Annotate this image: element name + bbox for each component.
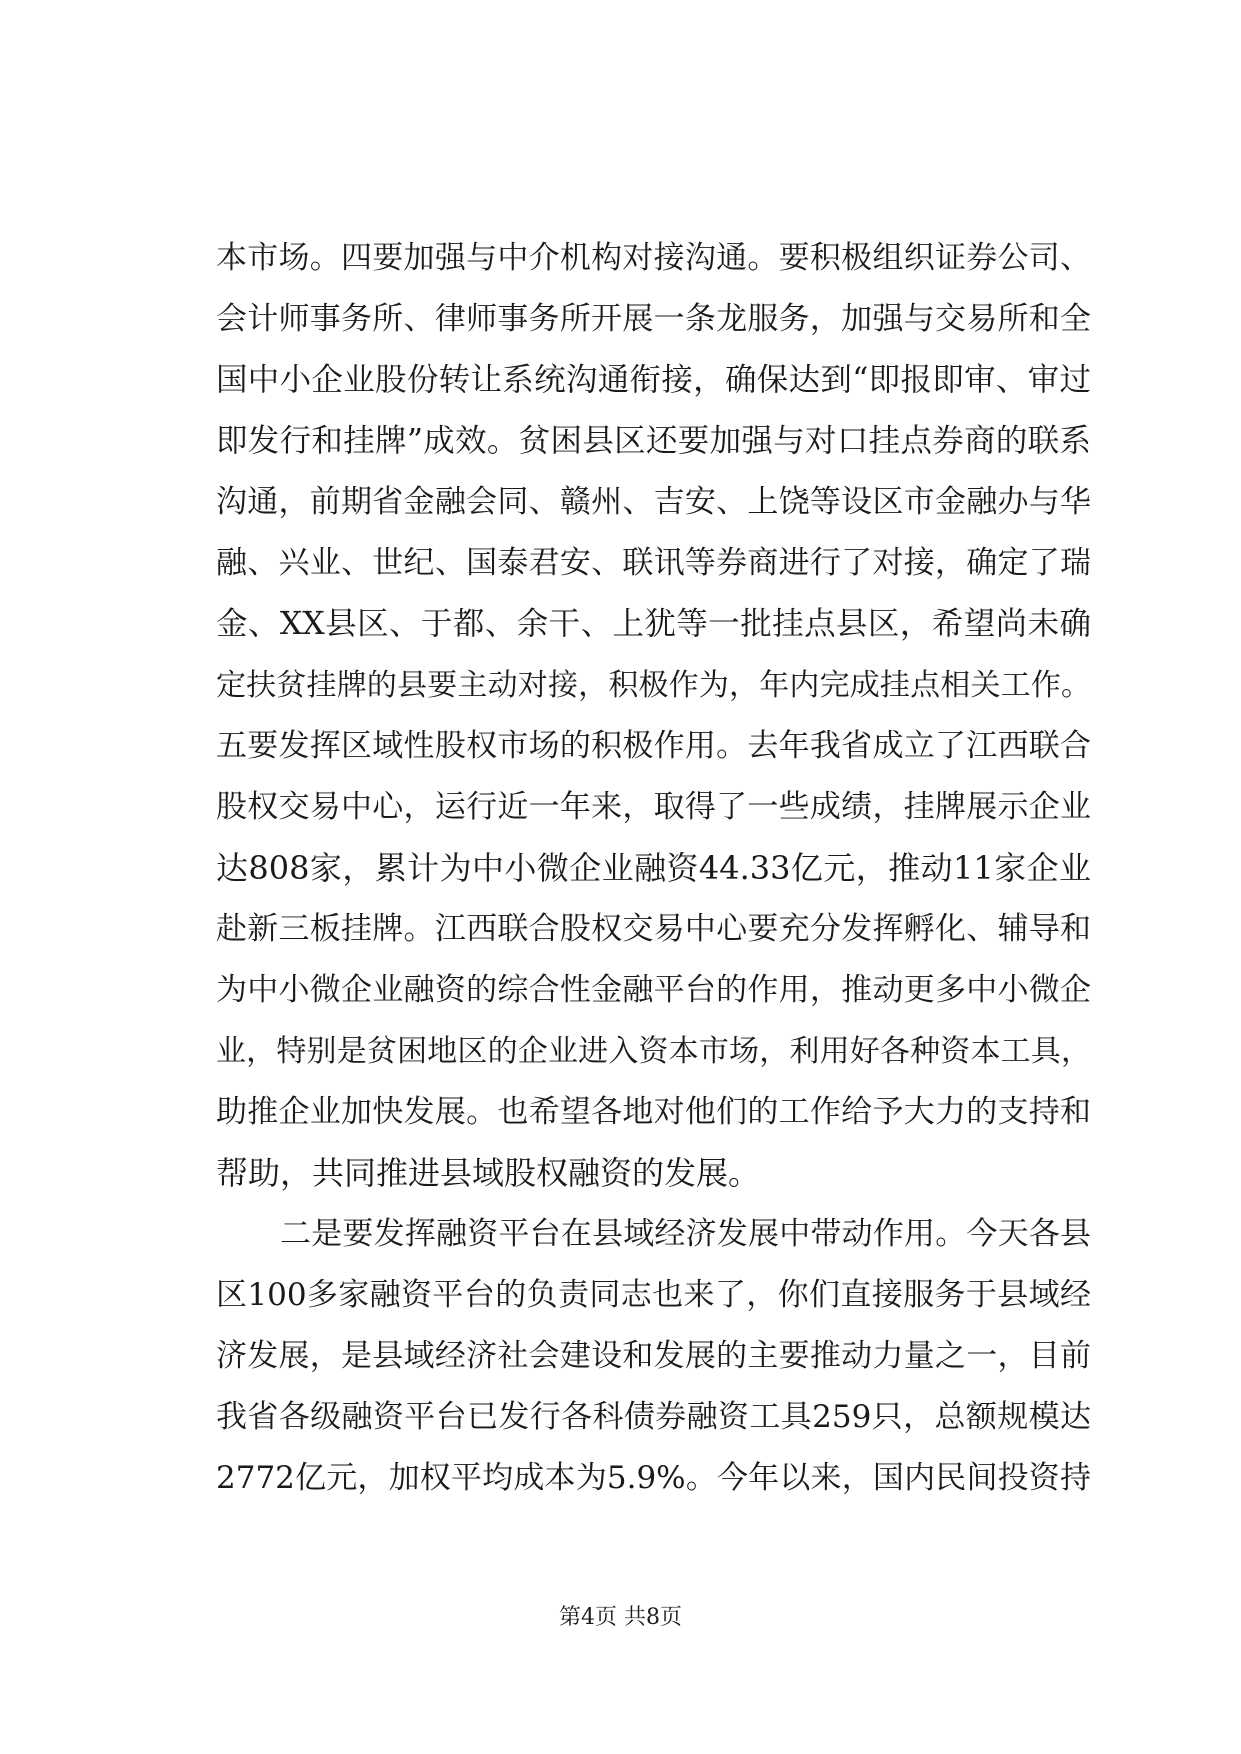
text-line: 即发行和挂牌”成效。贫困县区还要加强与对口挂点券商的联系 (216, 423, 1091, 459)
document-body (216, 228, 1091, 1509)
text-line: 股权交易中心，运行近一年来，取得了一些成绩，挂牌展示企业 (216, 789, 1091, 825)
text-line: 沟通，前期省金融会同、赣州、吉安、上饶等设区市金融办与华 (216, 484, 1091, 520)
text-line: 为中小微企业融资的综合性金融平台的作用，推动更多中小微企 (216, 972, 1091, 1008)
text-line: 二是要发挥融资平台在县域经济发展中带动作用。今天各县 (280, 1216, 1091, 1252)
text-line: 会计师事务所、律师事务所开展一条龙服务，加强与交易所和全 (216, 301, 1091, 337)
text-line: 助推企业加快发展。也希望各地对他们的工作给予大力的支持和 (216, 1094, 1091, 1130)
text-line: 帮助，共同推进县域股权融资的发展。 (216, 1154, 761, 1192)
text-line: 2772亿元，加权平均成本为5.9%。今年以来，国内民间投资持 (216, 1460, 1091, 1496)
text-line: 金、XX县区、于都、余干、上犹等一批挂点县区，希望尚未确 (216, 606, 1091, 642)
text-line: 融、兴业、世纪、国泰君安、联讯等券商进行了对接，确定了瑞 (216, 545, 1091, 581)
text-line: 济发展，是县域经济社会建设和发展的主要推动力量之一，目前 (216, 1338, 1091, 1374)
text-line: 我省各级融资平台已发行各科债券融资工具259只，总额规模达 (216, 1399, 1091, 1435)
text-line: 赴新三板挂牌。江西联合股权交易中心要充分发挥孵化、辅导和 (216, 911, 1091, 947)
page-footer: 第4页 共8页 (559, 1605, 682, 1630)
text-line: 五要发挥区域性股权市场的积极作用。去年我省成立了江西联合 (216, 728, 1091, 764)
text-line: 本市场。四要加强与中介机构对接沟通。要积极组织证券公司、 (216, 240, 1091, 276)
text-line: 业，特别是贫困地区的企业进入资本市场，利用好各种资本工具， (216, 1034, 1091, 1069)
text-line: 达808家，累计为中小微企业融资44.33亿元，推动11家企业 (216, 849, 1091, 887)
text-line: 区100多家融资平台的负责同志也来了，你们直接服务于县域经 (216, 1277, 1091, 1313)
text-line: 国中小企业股份转让系统沟通衔接，确保达到“即报即审、审过 (216, 362, 1091, 398)
text-line: 定扶贫挂牌的县要主动对接，积极作为，年内完成挂点相关工作。 (216, 668, 1091, 703)
